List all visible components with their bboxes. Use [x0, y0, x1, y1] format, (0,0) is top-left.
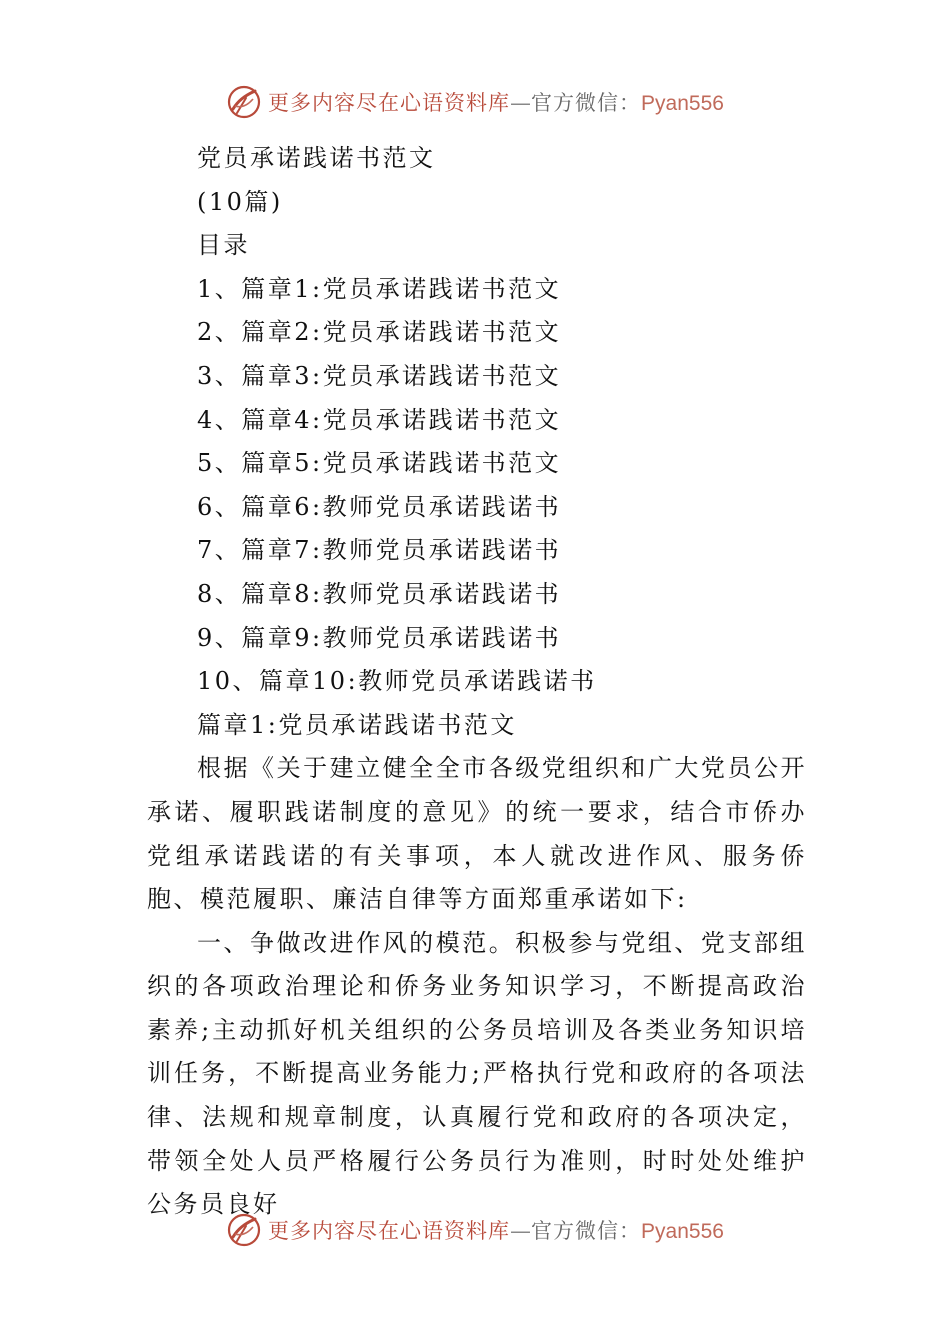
watermark-separator: —: [510, 91, 532, 115]
toc-item: 7、篇章7:教师党员承诺践诺书: [197, 536, 562, 565]
watermark-wechat-id: Pyan556: [641, 1220, 724, 1243]
toc-item: 2、篇章2:党员承诺践诺书范文: [197, 318, 562, 347]
toc-item: 3、篇章3:党员承诺践诺书范文: [197, 361, 562, 390]
table-of-contents: [147, 268, 807, 704]
toc-item: 4、篇章4:党员承诺践诺书范文: [197, 405, 562, 434]
toc-heading: 目录: [197, 231, 250, 260]
document-body: [147, 137, 807, 1227]
toc-item: 10、篇章10:教师党员承诺践诺书: [197, 667, 597, 696]
body-paragraph: 一、争做改进作风的模范。积极参与党组、党支部组织的各项政治理论和侨务业务知识学习，不断提高政治素养;主动抓好机关组织的公务员培训及各类业务知识培训任务，不断提高业务能力;严格执行党和政府的各项法律、法规和规章制度，认真履行党和政府的各项决定，带领全处人员严格履行公务员行为准则，时时处处维护公务员良好: [147, 928, 807, 1219]
toc-item: 1、篇章1:党员承诺践诺书范文: [197, 274, 562, 303]
toc-item: 9、篇章9:教师党员承诺践诺书: [197, 623, 562, 652]
header-watermark-banner: [0, 82, 950, 122]
watermark-main: 更多内容尽在心语资料库: [268, 1219, 511, 1243]
watermark-wechat-label: 官方微信：: [531, 1219, 642, 1243]
footer-watermark-banner: [0, 1210, 950, 1250]
pen-logo-icon: [226, 1212, 262, 1248]
document-title: 党员承诺践诺书范文: [197, 144, 436, 172]
pen-logo-icon: [226, 84, 262, 120]
document-count-note: (10篇): [197, 187, 283, 216]
watermark-text: [268, 1215, 724, 1245]
watermark-main: 更多内容尽在心语资料库: [268, 91, 511, 115]
toc-item: 8、篇章8:教师党员承诺践诺书: [197, 579, 562, 608]
body-paragraph: 根据《关于建立健全全市各级党组织和广大党员公开承诺、履职践诺制度的意见》的统一要求，结合市侨办党组承诺践诺的有关事项，本人就改进作风、服务侨胞、模范履职、廉洁自律等方面郑重承诺如下:: [147, 754, 807, 914]
watermark-wechat-id: Pyan556: [641, 92, 724, 115]
toc-item: 5、篇章5:党员承诺践诺书范文: [197, 449, 562, 478]
watermark-text: [268, 87, 724, 117]
watermark-wechat-label: 官方微信：: [531, 91, 642, 115]
watermark-separator: —: [510, 1219, 532, 1243]
chapter-heading: 篇章1:党员承诺践诺书范文: [197, 710, 517, 739]
toc-item: 6、篇章6:教师党员承诺践诺书: [197, 492, 562, 521]
